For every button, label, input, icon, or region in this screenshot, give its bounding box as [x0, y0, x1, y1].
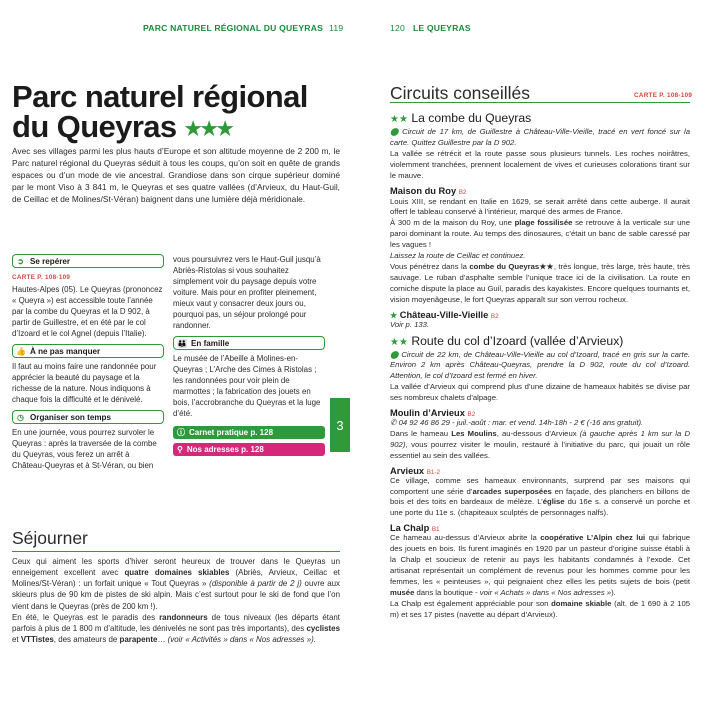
nos-adresses-link[interactable]	[173, 443, 325, 456]
a-ne-pas-manquer-label: À ne pas manquer	[30, 346, 101, 356]
organiser-text-continued: vous poursuivrez vers le Haut-Guil jusqu’à Abriès-Ristolas si vous souhaitez simplement voir du paysage depuis votre voiture. Mais pour en profiter pleinement, mieux vaut y consacrer deux jours ou, pourquoi pas, un séjour prolongé pour randonner.	[173, 255, 321, 330]
circuits-content	[390, 111, 690, 621]
maison-text-4: Vous pénétrez dans la combe du Queyras★★, très longue, très large, très haute, très sauvage. Le ruban d’asphalte semble l’unique trace ici de la civilisation. La route en corniche dispute la place au Guil, paradis des kayakistes. Encore quelques tournants et, vision moyenâgeuse, le fort Queyras apparaît sur son verrou rocheux.	[390, 261, 690, 304]
right-running-head-text: LE QUEYRAS	[412, 23, 471, 33]
a-ne-pas-manquer-text: Il faut au moins faire une randonnée pour apprécier la beauté du paysage et la richesse de la nature. Nous indiquons à chaque fois la difficulté et le dénivelé.	[12, 362, 157, 404]
izoard-heading: ★★ Route du col d’Izoard (vallée d’Arvieux)	[390, 333, 624, 348]
arvieux-heading: Arvieux B1-2	[390, 465, 441, 476]
nos-adresses-label: Nos adresses p. 128	[186, 445, 264, 454]
page-title	[12, 79, 308, 145]
map-pin-icon: ⚲	[177, 445, 183, 454]
arvieux-text: Ce village, comme ses hameaux environnants, surprend par ses maisons qui comportent une série d’arcades superposées en façade, des planchers en billons de bois et des toits en bardeaux de mélèze. L’église du 16e s. a conservé un porche et une porte du 11e s. (chapiteaux sculptés de personnages nalfs).	[390, 475, 690, 518]
maison-text-2: À 300 m de la maison du Roy, une plage fossilisée se retrouve à la verticale sur une paroi dominant la route. Au temps des dinosaures, c’était un banc de sable caressé par les vagues !	[390, 218, 690, 250]
sejourner-text	[12, 556, 340, 645]
chapter-tab: 3	[330, 398, 350, 452]
circuits-rule	[390, 102, 690, 103]
running-head	[143, 23, 343, 33]
maison-heading: Maison du Roy B2	[390, 185, 467, 196]
chalp-heading: La Chalp B1	[390, 523, 440, 534]
en-famille-label: En famille	[191, 338, 230, 348]
se-reperer-heading	[12, 254, 164, 268]
organiser-label: Organiser son temps	[30, 412, 111, 422]
circuits-heading: Circuits conseillés	[390, 83, 531, 103]
sejourner-rule	[12, 551, 340, 552]
phone-icon: ✆	[390, 418, 397, 428]
title-line-1: Parc naturel régional	[12, 79, 308, 114]
a-ne-pas-manquer-heading	[12, 344, 164, 358]
en-famille-heading	[173, 336, 325, 350]
combe-heading: ★★ La combe du Queyras	[390, 111, 532, 125]
info-icon: ⓘ	[177, 428, 185, 437]
clock-icon: ◷	[17, 412, 24, 422]
intro-paragraph: Avec ses villages parmi les plus hauts d’Europe et son altitude moyenne de 2 200 m, le Parc naturel régional du Queyras séduit à tous les coups, qu’on soit en quête de grands espaces ou d’un mode de vie ancestral. Grandiose dans son cirque supérieur dominé par le mont Viso à 3 841 m, le Queyras et ses quatre vallées (d’Arvieux, du Haut-Guil, de Ceillac et de Molines/St-Véran) baignent dans une lumière déjà méridionale.	[12, 146, 340, 205]
info-column-left	[12, 254, 164, 471]
moulin-info: ✆ 04 92 46 86 29 - juil.-août : mar. et vend. 14h-18h - 2 € (-16 ans gratuit).	[390, 418, 644, 428]
moulin-text: Dans le hameau Les Moulins, au-dessous d’Arvieux (à gauche après 1 km sur la D 902), vous pourrez visiter le moulin, restauré à l’initiative du parc, qui jouait un rôle essentiel au sein des vallées.	[390, 428, 691, 460]
sejourner-paragraph-2: En été, le Queyras est le paradis des randonneurs de tous niveaux (les départs étant parfois à plus de 1 800 m d’altitude, les dénivelés ne sont pas très importants), des cyclistes et VTTistes, des amateurs de parapente… (voir « Activités » dans « Nos adresses »).	[12, 612, 340, 645]
right-running-head	[390, 23, 471, 33]
sejourner-heading: Séjourner	[12, 528, 88, 548]
title-line-2: du Queyras	[12, 109, 177, 144]
combe-route: ⬤ Circuit de 17 km, de Guillestre à Château-Ville-Vieille, tracé en vert foncé sur la carte. Quittez Guillestre par la D 902.	[390, 127, 690, 147]
right-page-number: 120	[390, 23, 405, 33]
left-page	[0, 0, 352, 720]
se-reperer-label: Se repérer	[30, 256, 71, 266]
maison-text-1: Louis XIII, se rendant en Italie en 1629, se serait arrêté dans cette auberge. Il aurait offert le tableau conservé à l’intérieur, marqué des armes de France.	[390, 196, 690, 217]
chateau-text: Voir p. 133.	[390, 319, 430, 329]
route-icon: ⬤	[390, 349, 399, 359]
thumbs-up-icon: 👍	[16, 346, 26, 356]
sejourner-paragraph-1: Ceux qui aiment les sports d’hiver seront heureux de trouver dans le Queyras un enneigement excellent avec quatre domaines skiables (Abriès, Arvieux, Ceillac et Molines/St-Véran) : un forfait unique « Tout Queyras » (disponible à partir de 2 j) ouvre aux skieurs plus de 90 km de pistes de ski alpin. Mais c’est surtout pour le ski de fond que l’on vient dans le Queyras (près de 200 km !).	[12, 557, 341, 611]
circuits-map-reference: CARTE P. 108-109	[634, 92, 693, 99]
family-icon: 👪	[177, 338, 187, 348]
moulin-heading: Moulin d’Arvieux B2	[390, 408, 476, 419]
chateau-heading: ★ Château-Ville-Vieille B2	[390, 309, 499, 320]
carnet-pratique-label: Carnet pratique p. 128	[189, 428, 274, 437]
rating-stars: ★★★	[184, 119, 233, 140]
location-pin-icon: ➲	[17, 256, 24, 266]
combe-text: La vallée se rétrécit et la route passe sous plusieurs tunnels. Les roches noirâtres, violemment tranchées, prennent localement de vives et curieuses colorations tirant sur le mauve.	[390, 148, 690, 180]
map-reference: CARTE P. 108-109	[12, 274, 71, 281]
carnet-pratique-link[interactable]	[173, 426, 325, 439]
izoard-text: La vallée d’Arvieux qui comprend plus d’une dizaine de hameaux habités se divise par ses nombreux chalets d’alpage.	[390, 382, 690, 403]
running-head-text: PARC NATUREL RÉGIONAL DU QUEYRAS	[143, 23, 324, 33]
page-number: 119	[329, 23, 344, 33]
se-reperer-text: Hautes-Alpes (05). Le Queyras (prononcez « Queyra ») est accessible toute l’année par la combe du Queyras et la D 902, à partir de Guillestre, et en été par le col d’Izoard et le col Agnel (depuis l’Italie).	[12, 285, 163, 338]
izoard-route: ⬤ Circuit de 22 km, de Château-Ville-Vieille au col d’Izoard, tracé en gris sur la carte. Environ 2 km après Château-Queyras, prendre la D 902, route du col d’Izoard. Attention, le col d’Izoard est fermé en hiver.	[390, 349, 690, 381]
route-icon: ⬤	[390, 127, 399, 136]
maison-text-3: Laissez la route de Ceillac et continuez.	[390, 251, 526, 261]
info-column-right	[173, 254, 325, 456]
organiser-heading	[12, 410, 164, 424]
chalp-text-1: Ce hameau au-dessus d’Arvieux abrite la coopérative L’Alpin chez lui qui fabrique des jouets en bois. Ils furent imaginés en 1920 par un pasteur d’origine suisse établi à la Chalp et soucieux de retenir au pays les habitants condamnés à l’exode. Cet artisanat représentait un complément de revenus pour les hommes comme pour les femmes, les « peinteuses », qui peignaient chez elles les petits sujets de bois (petit musée dans la boutique - voir « Achats » dans « Nos adresses »).	[390, 533, 690, 597]
en-famille-text: Le musée de l’Abeille à Molines-en-Queyras ; L’Arche des Cimes à Ristolas ; les randonnées pour voir plein de marmottes ; la fabrication des jouets en bois, l’accrobranche du Queyras et la luge d’été.	[173, 354, 321, 418]
chalp-text-2: La Chalp est également appréciable pour son domaine skiable (alt. de 1 690 à 2 105 m) et ses 17 pistes (navette au départ d’Arvieux).	[390, 598, 690, 619]
organiser-text: En une journée, vous pourrez survoler le Queyras : après la traversée de la combe du Queyras, vous ferez un arrêt à Château-Queyras et à St-Véran, ou bien	[12, 428, 157, 470]
